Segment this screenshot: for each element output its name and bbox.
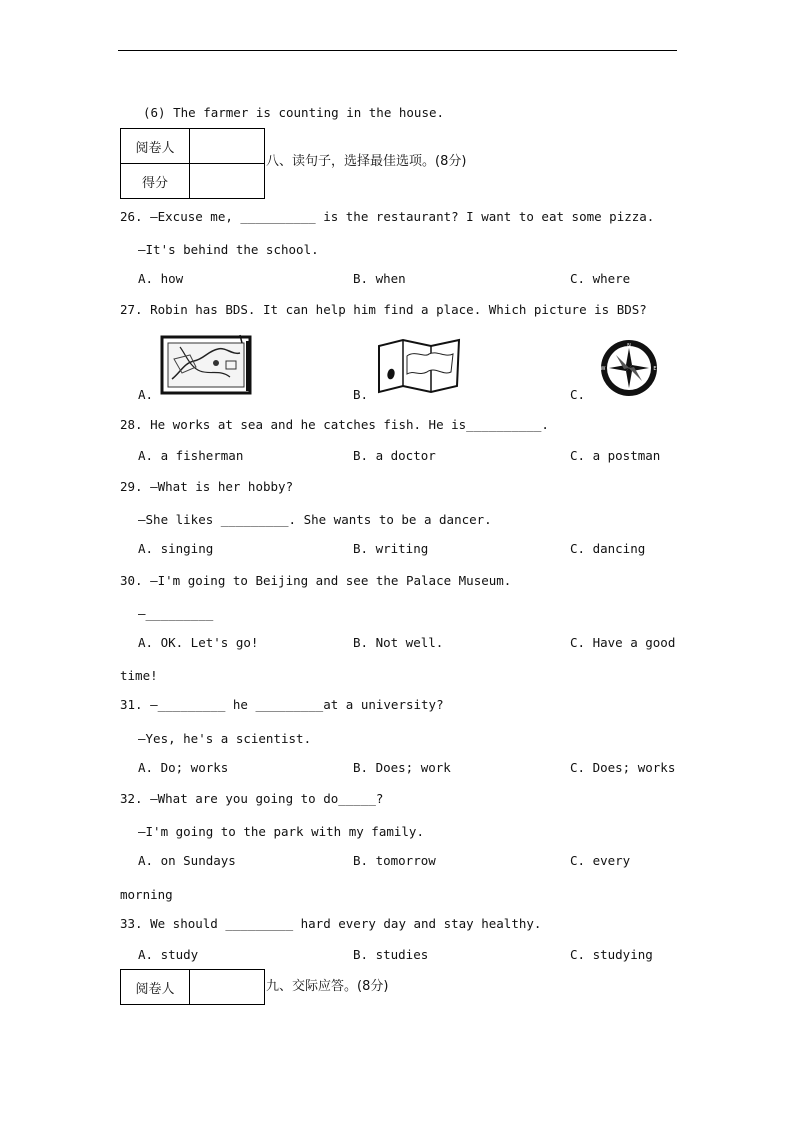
- header-rule: [118, 50, 677, 51]
- q31-reply: —Yes, he's a scientist.: [138, 731, 312, 746]
- svg-text:E: E: [653, 366, 657, 372]
- score-table-section9: [120, 969, 265, 1005]
- q30-option-b: B. Not well.: [353, 635, 444, 650]
- q26-stem: 26. —Excuse me, __________ is the restaurant? I want to eat some pizza.: [120, 209, 655, 224]
- q26-option-b: B. when: [353, 271, 406, 286]
- q31-option-b: B. Does; work: [353, 760, 451, 775]
- grader-blank: [190, 970, 265, 1005]
- q29-option-a: A. singing: [138, 541, 214, 556]
- q27-option-a: A.: [138, 387, 154, 402]
- q33-option-a: A. study: [138, 947, 199, 962]
- q33-option-b: B. studies: [353, 947, 429, 962]
- map-board-picture: [160, 333, 254, 397]
- section8-heading: 八、读句子，选择最佳选项。(8分): [266, 154, 467, 169]
- q29-option-c: C. dancing: [570, 541, 646, 556]
- svg-text:W: W: [600, 366, 606, 372]
- q29-stem: 29. —What is her hobby?: [120, 479, 294, 494]
- q32-stem: 32. —What are you going to do_____?: [120, 791, 384, 806]
- q28-option-b: B. a doctor: [353, 448, 436, 463]
- q31-option-a: A. Do; works: [138, 760, 229, 775]
- q30-option-c-wrap: time!: [120, 668, 158, 683]
- q28-stem: 28. He works at sea and he catches fish. He is__________.: [120, 417, 549, 432]
- q32-option-c-wrap: morning: [120, 887, 173, 902]
- q29-reply: —She likes _________. She wants to be a dancer.: [138, 512, 492, 527]
- q27-option-c: C.: [570, 387, 586, 402]
- q26-option-c: C. where: [570, 271, 631, 286]
- q28-option-c: C. a postman: [570, 448, 661, 463]
- q30-reply: —_________: [138, 606, 214, 621]
- q32-option-c: C. every: [570, 853, 631, 868]
- q32-option-a: A. on Sundays: [138, 853, 236, 868]
- q30-option-c: C. Have a good: [570, 635, 676, 650]
- q31-option-c: C. Does; works: [570, 760, 676, 775]
- score-table-section8: [120, 128, 265, 199]
- q33-stem: 33. We should _________ hard every day and stay healthy.: [120, 916, 542, 931]
- q27-option-b: B.: [353, 387, 369, 402]
- q33-option-c: C. studying: [570, 947, 653, 962]
- q30-option-a: A. OK. Let's go!: [138, 635, 259, 650]
- q26-reply: —It's behind the school.: [138, 242, 319, 257]
- section9-heading: 九、交际应答。(8分): [266, 979, 389, 994]
- q31-stem: 31. —_________ he _________at a university?: [120, 697, 444, 712]
- grader-label: 阅卷人: [121, 970, 190, 1005]
- score-blank: [190, 164, 265, 199]
- q26-option-a: A. how: [138, 271, 184, 286]
- grader-blank: [190, 129, 265, 164]
- grader-label: 阅卷人: [121, 129, 190, 164]
- svg-text:N: N: [627, 343, 631, 349]
- q29-option-b: B. writing: [353, 541, 429, 556]
- q30-stem: 30. —I'm going to Beijing and see the Palace Museum.: [120, 573, 512, 588]
- q28-option-a: A. a fisherman: [138, 448, 244, 463]
- folded-map-picture: [375, 336, 463, 396]
- q32-reply: —I'm going to the park with my family.: [138, 824, 424, 839]
- q27-stem: 27. Robin has BDS. It can help him find a place. Which picture is BDS?: [120, 302, 647, 317]
- score-label: 得分: [121, 164, 190, 199]
- prev-item-6: (6) The farmer is counting in the house.: [143, 105, 445, 120]
- compass-picture: [596, 338, 662, 398]
- q32-option-b: B. tomorrow: [353, 853, 436, 868]
